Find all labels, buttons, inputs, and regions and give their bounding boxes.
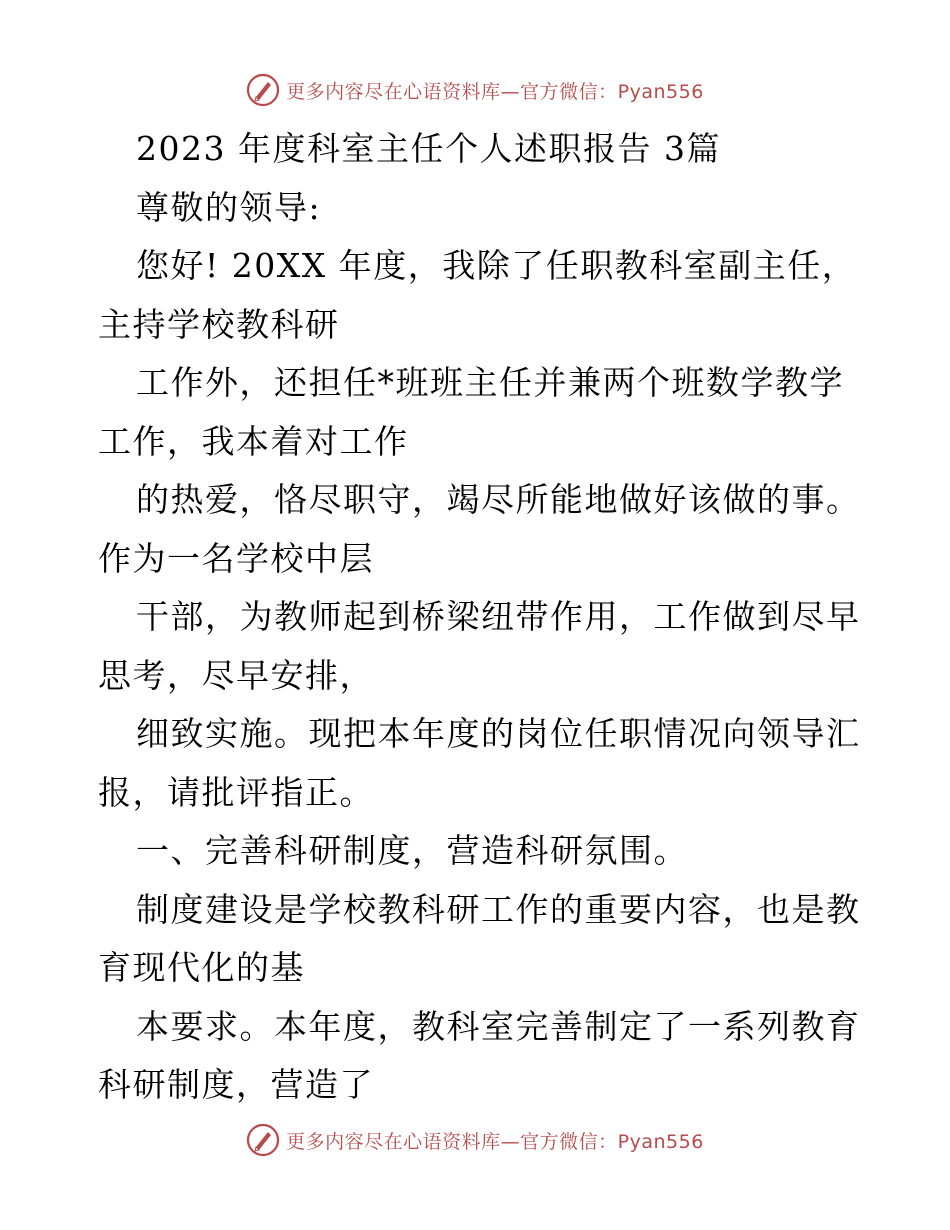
paragraph-line: 工作外，还担任*班班主任并兼两个班数学教学: [136, 363, 844, 402]
paragraph-line: 的热爱，恪尽职守，竭尽所能地做好该做的事。: [136, 480, 861, 519]
paragraph-line: 本要求。本年度，教科室完善制定了一系列教育: [136, 1006, 861, 1046]
pen-logo-icon: [246, 73, 280, 107]
document-title: 2023 年度科室主任个人述职报告 3篇: [136, 129, 721, 168]
paragraph-line: 制度建设是学校教科研工作的重要内容，也是教: [136, 889, 861, 929]
paragraph-line: 报，请批评指正。: [98, 772, 374, 812]
paragraph-line: 思考，尽早安排，: [98, 655, 374, 695]
paragraph-line: 细致实施。现把本年度的岗位任职情况向领导汇: [136, 714, 861, 753]
watermark-header: [0, 70, 950, 110]
paragraph-line: 您好! 20XX 年度，我除了任职教科室副主任，: [136, 246, 857, 285]
document-body: [98, 120, 861, 1115]
paragraph-line: 主持学校教科研: [98, 304, 340, 344]
paragraph-line: 干部，为教师起到桥梁纽带作用，工作做到尽早: [136, 597, 861, 636]
watermark-text: 更多内容尽在心语资料库—官方微信：Pyan556: [286, 1130, 704, 1153]
salutation: 尊敬的领导:: [136, 187, 322, 227]
paragraph-line: 科研制度，营造了: [98, 1065, 374, 1104]
paragraph-line: 作为一名学校中层: [98, 538, 374, 578]
watermark-text: 更多内容尽在心语资料库—官方微信：Pyan556: [286, 80, 704, 103]
paragraph-line: 工作，我本着对工作: [98, 421, 409, 461]
paragraph-line: 育现代化的基: [98, 948, 305, 987]
pen-logo-icon: [246, 1123, 280, 1157]
section-heading: 一、完善科研制度，营造科研氛围。: [136, 831, 688, 870]
watermark-footer: [0, 1120, 950, 1160]
